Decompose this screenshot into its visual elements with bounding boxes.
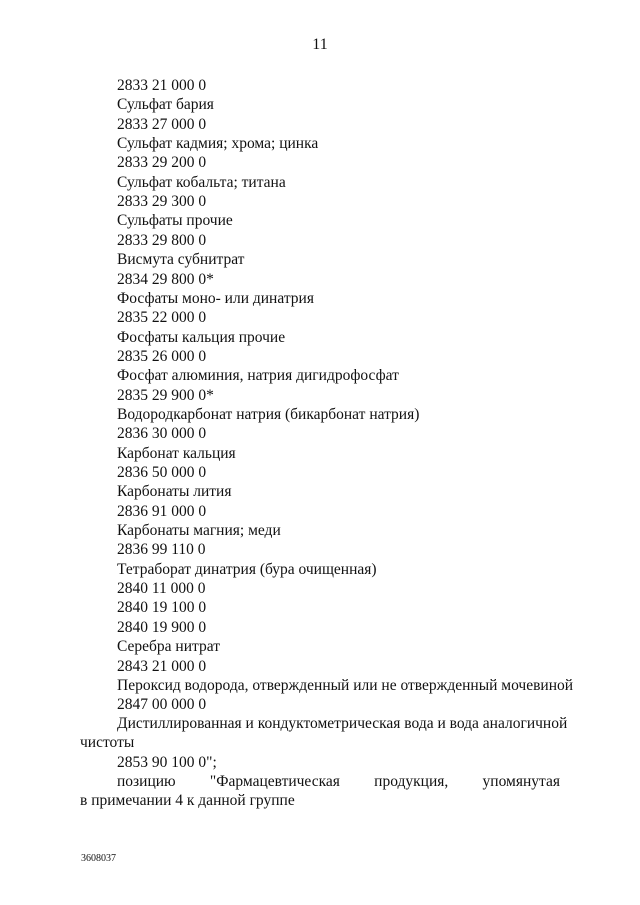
- document-line: 2835 22 000 0: [117, 309, 207, 327]
- document-line: 2834 29 800 0*: [117, 270, 214, 288]
- page-number: 11: [312, 36, 328, 53]
- document-line: 2835 29 900 0*: [117, 386, 214, 404]
- document-line: Сульфат бария: [117, 96, 214, 114]
- position-word: продукция,: [374, 773, 449, 790]
- document-line: Тетраборат динатрия (бура очищенная): [117, 560, 377, 578]
- document-line: Сульфаты прочие: [117, 212, 233, 230]
- document-line: Серебра нитрат: [117, 638, 220, 656]
- document-line: 2836 50 000 0: [117, 464, 207, 481]
- document-line: 2835 26 000 0: [117, 347, 207, 365]
- position-line-1: [117, 773, 560, 791]
- document-line: Пероксид водорода, отвержденный или не отвержденный мочевиной: [117, 676, 574, 694]
- position-word: упомянутая: [482, 773, 560, 790]
- document-line: 2840 19 100 0: [117, 599, 207, 617]
- document-line: Фосфаты кальция прочие: [117, 328, 286, 346]
- footer-code: 3608037: [81, 853, 116, 864]
- document-line: Карбонаты магния; меди: [117, 522, 281, 540]
- document-line: 2836 91 000 0: [117, 502, 207, 520]
- document-line: Водородкарбонат натрия (бикарбонат натрия): [117, 405, 420, 423]
- document-line: Фосфаты моно- или динатрия: [117, 289, 314, 307]
- document-line: Сульфат кобальта; титана: [117, 173, 286, 191]
- document-line: 2843 21 000 0: [117, 657, 207, 675]
- water-line-2: чистоты: [80, 734, 135, 751]
- document-line: 2840 19 900 0: [117, 618, 207, 636]
- document-line: Карбонат кальция: [117, 444, 236, 462]
- document-line: 2836 30 000 0: [117, 425, 207, 443]
- document-line: 2833 27 000 0: [117, 115, 207, 133]
- document-line: 2833 29 200 0: [117, 154, 207, 172]
- document-line: 2847 00 000 0: [117, 696, 207, 714]
- document-line: Сульфат кадмия; хрома; цинка: [117, 135, 319, 153]
- document-line: Висмута субнитрат: [117, 251, 245, 269]
- document-line: 2840 11 000 0: [117, 580, 206, 598]
- position-word: позицию: [117, 773, 176, 790]
- document-line: 2833 29 800 0: [117, 231, 207, 249]
- document-line: 2833 29 300 0: [117, 193, 207, 211]
- position-line-2: в примечании 4 к данной группе: [80, 792, 295, 809]
- position-word: "Фармацевтическая: [209, 773, 340, 790]
- final-code: 2853 90 100 0";: [117, 754, 217, 771]
- document-line: Карбонаты лития: [117, 483, 232, 501]
- document-line: 2836 99 110 0: [117, 541, 206, 559]
- document-line: Фосфат алюминия, натрия дигидрофосфат: [117, 367, 399, 385]
- water-line-1: Дистиллированная и кондуктометрическая вода и вода аналогичной: [117, 715, 568, 732]
- document-line: 2833 21 000 0: [117, 77, 207, 94]
